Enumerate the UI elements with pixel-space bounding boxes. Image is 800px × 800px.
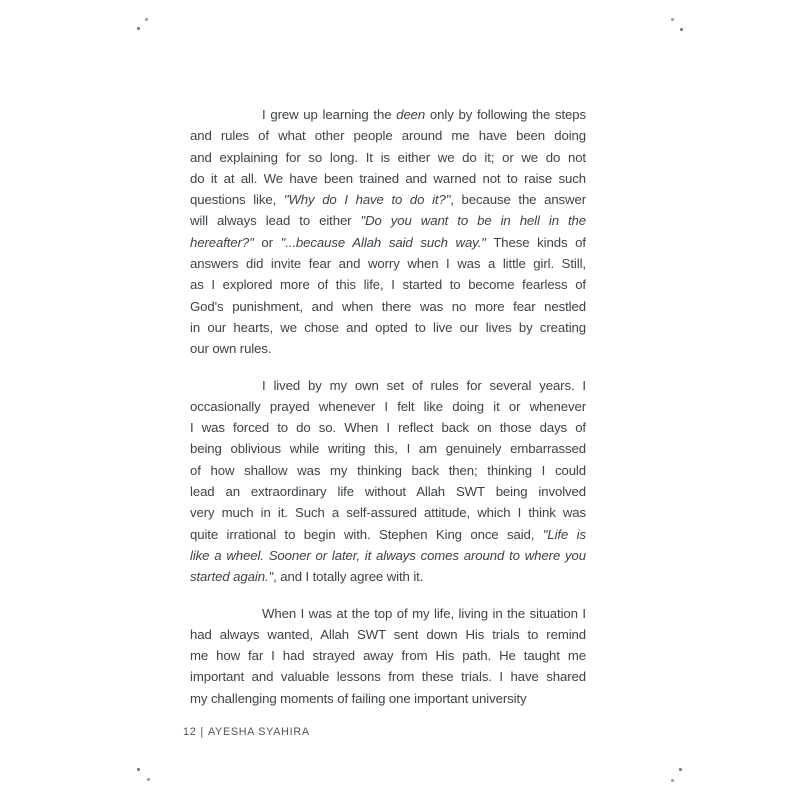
text-line: of how shallow was my thinking back then; thinking I could [190, 462, 586, 478]
text-line: being oblivious while writing this, I am genuinely embarrassed [190, 441, 586, 457]
text-line: lead an extraordinary life without Allah SWT being involved [190, 484, 586, 500]
text-line: had always wanted, Allah SWT sent down His trials to remind [190, 626, 586, 642]
text-line: very much in it. Such a self-assured attitude, which I think was [190, 505, 586, 521]
running-title: AYESHA SYAHIRA [207, 726, 310, 738]
corner-mark [145, 18, 148, 21]
text-line: answers did invite fear and worry when I was a little girl. Still, [190, 256, 586, 272]
corner-mark [137, 768, 140, 771]
corner-mark [671, 18, 674, 21]
corner-mark [671, 779, 674, 782]
text-line: When I was at the top of my life, living in the situation I [262, 605, 586, 621]
text-line: I was forced to do so. When I reflect back on those days of [190, 420, 586, 436]
corner-mark [137, 27, 140, 30]
text-line: me how far I had strayed away from His path. He taught me [190, 648, 586, 664]
paragraph [190, 375, 586, 588]
text-line: important and valuable lessons from these trials. I have shared [190, 669, 586, 685]
text-line: hereafter?" or "...because Allah said such way." These kinds of [190, 234, 586, 250]
text-line: my challenging moments of failing one important university [190, 690, 527, 706]
text-line: and explaining for so long. It is either we do it; or we do not [190, 149, 586, 165]
page-footer [183, 725, 310, 739]
text-line: our own rules. [190, 341, 272, 357]
text-block [190, 104, 586, 709]
corner-mark [147, 778, 150, 781]
text-line: I lived by my own set of rules for several years. I [262, 377, 586, 393]
page-number: 12 [183, 726, 197, 738]
text-line: I grew up learning the deen only by following the steps [262, 107, 586, 122]
text-line: occasionally prayed whenever I felt like doing it or whenever [190, 398, 586, 414]
text-line: do it at all. We have been trained and warned not to raise such [190, 170, 586, 186]
paragraph [190, 104, 586, 360]
text-line: will always lead to either "Do you want to be in hell in the [190, 213, 586, 229]
paragraph [190, 603, 586, 709]
text-line: questions like, "Why do I have to do it?", because the answer [190, 192, 586, 208]
text-line: in our hearts, we chose and opted to live our lives by creating [190, 319, 586, 335]
corner-mark [679, 768, 682, 771]
corner-mark [680, 28, 683, 31]
text-line: quite irrational to begin with. Stephen King once said, "Life is [190, 526, 586, 542]
text-line: God's punishment, and when there was no more fear nestled [190, 298, 586, 314]
text-line: started again.", and I totally agree with it. [190, 569, 424, 585]
text-line: and rules of what other people around me have been doing [190, 128, 586, 144]
text-line: like a wheel. Sooner or later, it always comes around to where you [190, 547, 586, 563]
text-line: as I explored more of this life, I started to become fearless of [190, 277, 586, 293]
footer-separator: | [200, 726, 204, 738]
